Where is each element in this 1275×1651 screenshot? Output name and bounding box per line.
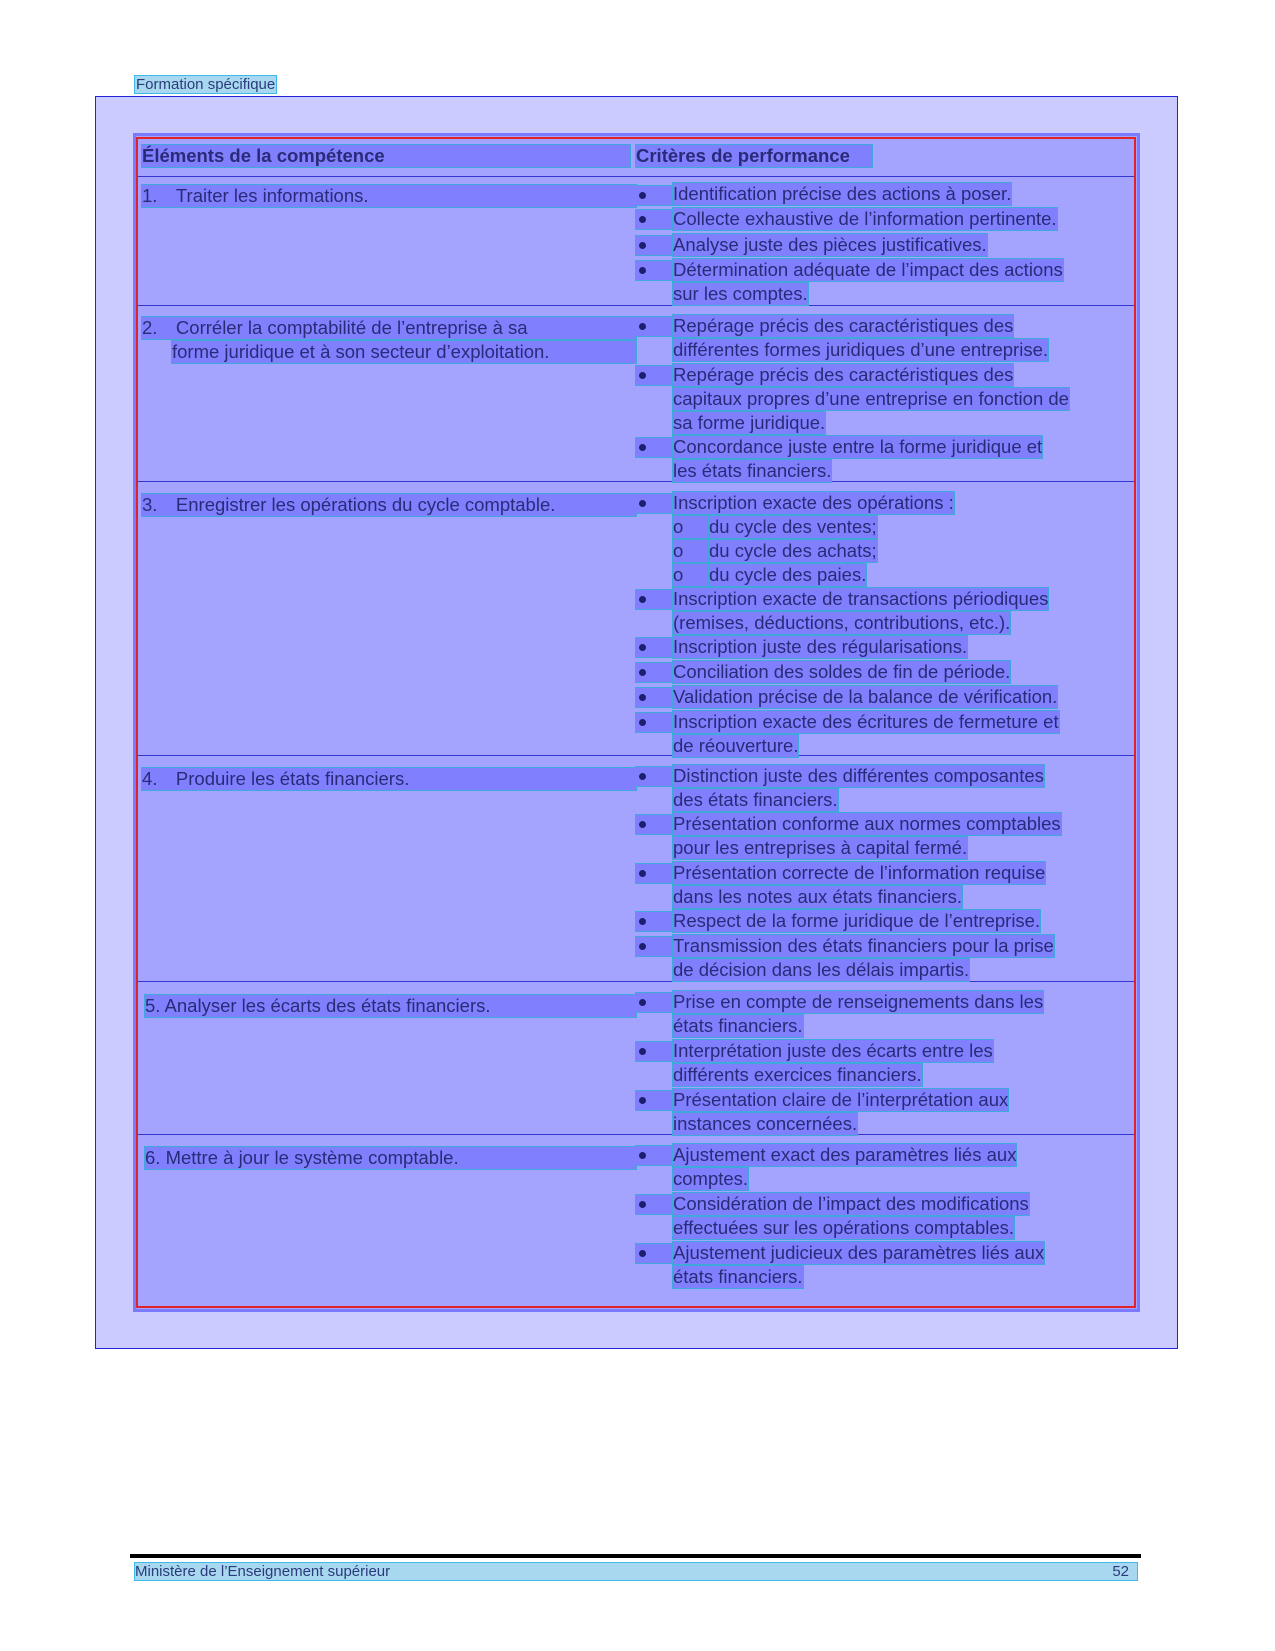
criterion-3-1: Inscription exacte des opérations : bbox=[673, 492, 954, 513]
bullet-icon bbox=[636, 937, 672, 956]
criterion-2-2-line3: sa forme juridique. bbox=[673, 412, 826, 433]
criterion-3-1b: du cycle des achats; bbox=[709, 540, 877, 561]
criterion-6-1-line2: comptes. bbox=[673, 1168, 749, 1189]
sub-bullet-icon: o bbox=[673, 516, 709, 538]
criterion-5-2-line1: Interprétation juste des écarts entre les bbox=[673, 1040, 993, 1061]
element-4: 4. Produire les états financiers. bbox=[142, 768, 636, 790]
bullet-icon bbox=[636, 638, 672, 657]
criterion-3-5: Validation précise de la balance de vérification. bbox=[673, 686, 1058, 707]
criterion-3-4: Conciliation des soldes de fin de période. bbox=[673, 661, 1011, 682]
row-divider bbox=[138, 1134, 1134, 1135]
bullet-icon bbox=[636, 1244, 672, 1263]
sub-bullet-icon: o bbox=[673, 540, 709, 562]
criterion-4-1-line2: des états financiers. bbox=[673, 789, 838, 810]
criterion-2-1-line1: Repérage précis des caractéristiques des bbox=[673, 315, 1014, 336]
bullet-icon bbox=[636, 236, 672, 255]
criterion-5-1-line2: états financiers. bbox=[673, 1015, 803, 1036]
criterion-3-1c: du cycle des paies. bbox=[709, 564, 867, 585]
footer-rule bbox=[130, 1554, 1141, 1558]
row-divider bbox=[138, 481, 1134, 482]
bullet-icon bbox=[636, 688, 672, 707]
bullet-icon bbox=[636, 1042, 672, 1061]
element-5: 5. Analyser les écarts des états financiers. bbox=[145, 995, 636, 1017]
criterion-2-1-line2: différentes formes juridiques d’une entreprise. bbox=[673, 339, 1049, 360]
criterion-3-6-line2: de réouverture. bbox=[673, 735, 799, 756]
bullet-icon bbox=[636, 186, 672, 205]
bullet-icon bbox=[636, 1195, 672, 1214]
criterion-2-2-line2: capitaux propres d’une entreprise en fonction de bbox=[673, 388, 1069, 409]
criterion-2-2-line1: Repérage précis des caractéristiques des bbox=[673, 364, 1014, 385]
criterion-4-1-line1: Distinction juste des différentes composantes bbox=[673, 765, 1044, 786]
criterion-4-5-line1: Transmission des états financiers pour la prise bbox=[673, 935, 1054, 956]
bullet-icon bbox=[636, 438, 672, 457]
bullet-icon bbox=[636, 1146, 672, 1165]
bullet-icon bbox=[636, 767, 672, 786]
criterion-6-2-line1: Considération de l’impact des modifications bbox=[673, 1193, 1029, 1214]
bullet-icon bbox=[636, 713, 672, 732]
footer-ministry: Ministère de l’Enseignement supérieur bbox=[135, 1563, 391, 1580]
criterion-4-4: Respect de la forme juridique de l’entreprise. bbox=[673, 910, 1041, 931]
row-divider bbox=[138, 176, 1134, 177]
row-divider bbox=[138, 981, 1134, 982]
bullet-icon bbox=[636, 261, 672, 280]
page-number: 52 bbox=[1112, 1563, 1129, 1580]
bullet-icon bbox=[636, 494, 672, 513]
criterion-5-1-line1: Prise en compte de renseignements dans les bbox=[673, 991, 1044, 1012]
bullet-icon bbox=[636, 1091, 672, 1110]
criterion-1-1: Identification précise des actions à poser. bbox=[673, 183, 1012, 204]
criterion-4-2-line1: Présentation conforme aux normes comptables bbox=[673, 813, 1061, 834]
element-6: 6. Mettre à jour le système comptable. bbox=[145, 1147, 636, 1169]
bullet-icon bbox=[636, 590, 672, 609]
element-2-line2: forme juridique et à son secteur d’exploitation. bbox=[172, 341, 636, 363]
criterion-2-3-line1: Concordance juste entre la forme juridique et bbox=[673, 436, 1043, 457]
criterion-6-3-line1: Ajustement judicieux des paramètres liés aux bbox=[673, 1242, 1045, 1263]
element-3: 3. Enregistrer les opérations du cycle comptable. bbox=[142, 494, 636, 516]
criterion-4-3-line1: Présentation correcte de l’information requise bbox=[673, 862, 1046, 883]
bullet-icon bbox=[636, 317, 672, 336]
criterion-6-2-line2: effectuées sur les opérations comptables. bbox=[673, 1217, 1015, 1238]
bullet-icon bbox=[636, 210, 672, 229]
criterion-2-3-line2: les états financiers. bbox=[673, 460, 832, 481]
criterion-3-2-line1: Inscription exacte de transactions périodiques bbox=[673, 588, 1049, 609]
bullet-icon bbox=[636, 864, 672, 883]
criterion-3-2-line2: (remises, déductions, contributions, etc.). bbox=[673, 612, 1011, 633]
criterion-1-3: Analyse juste des pièces justificatives. bbox=[673, 234, 987, 255]
footer bbox=[135, 1563, 1137, 1580]
criterion-5-2-line2: différents exercices financiers. bbox=[673, 1064, 922, 1085]
bullet-icon bbox=[636, 912, 672, 931]
bullet-icon bbox=[636, 366, 672, 385]
criterion-1-4-line1: Détermination adéquate de l’impact des actions bbox=[673, 259, 1063, 280]
column-header-criteria: Critères de performance bbox=[636, 145, 872, 167]
criterion-3-3: Inscription juste des régularisations. bbox=[673, 636, 968, 657]
element-2-line1: 2. Corréler la comptabilité de l’entreprise à sa bbox=[142, 317, 636, 339]
row-divider bbox=[138, 755, 1134, 756]
element-1: 1. Traiter les informations. bbox=[142, 185, 636, 207]
bullet-icon bbox=[636, 815, 672, 834]
section-header: Formation spécifique bbox=[136, 76, 276, 93]
criterion-4-3-line2: dans les notes aux états financiers. bbox=[673, 886, 962, 907]
bullet-icon bbox=[636, 663, 672, 682]
criterion-5-3-line2: instances concernées. bbox=[673, 1113, 858, 1134]
criterion-4-5-line2: de décision dans les délais impartis. bbox=[673, 959, 970, 980]
criterion-4-2-line2: pour les entreprises à capital fermé. bbox=[673, 837, 968, 858]
bullet-icon bbox=[636, 993, 672, 1012]
criterion-3-6-line1: Inscription exacte des écritures de fermeture et bbox=[673, 711, 1059, 732]
criterion-5-3-line1: Présentation claire de l’interprétation aux bbox=[673, 1089, 1009, 1110]
criterion-3-1a: du cycle des ventes; bbox=[709, 516, 877, 537]
sub-bullet-icon: o bbox=[673, 564, 709, 586]
criterion-6-1-line1: Ajustement exact des paramètres liés aux bbox=[673, 1144, 1017, 1165]
row-divider bbox=[138, 305, 1134, 306]
criterion-1-4-line2: sur les comptes. bbox=[673, 283, 808, 304]
criterion-1-2: Collecte exhaustive de l’information pertinente. bbox=[673, 208, 1057, 229]
column-header-elements: Éléments de la compétence bbox=[142, 145, 630, 167]
criterion-6-3-line2: états financiers. bbox=[673, 1266, 803, 1287]
